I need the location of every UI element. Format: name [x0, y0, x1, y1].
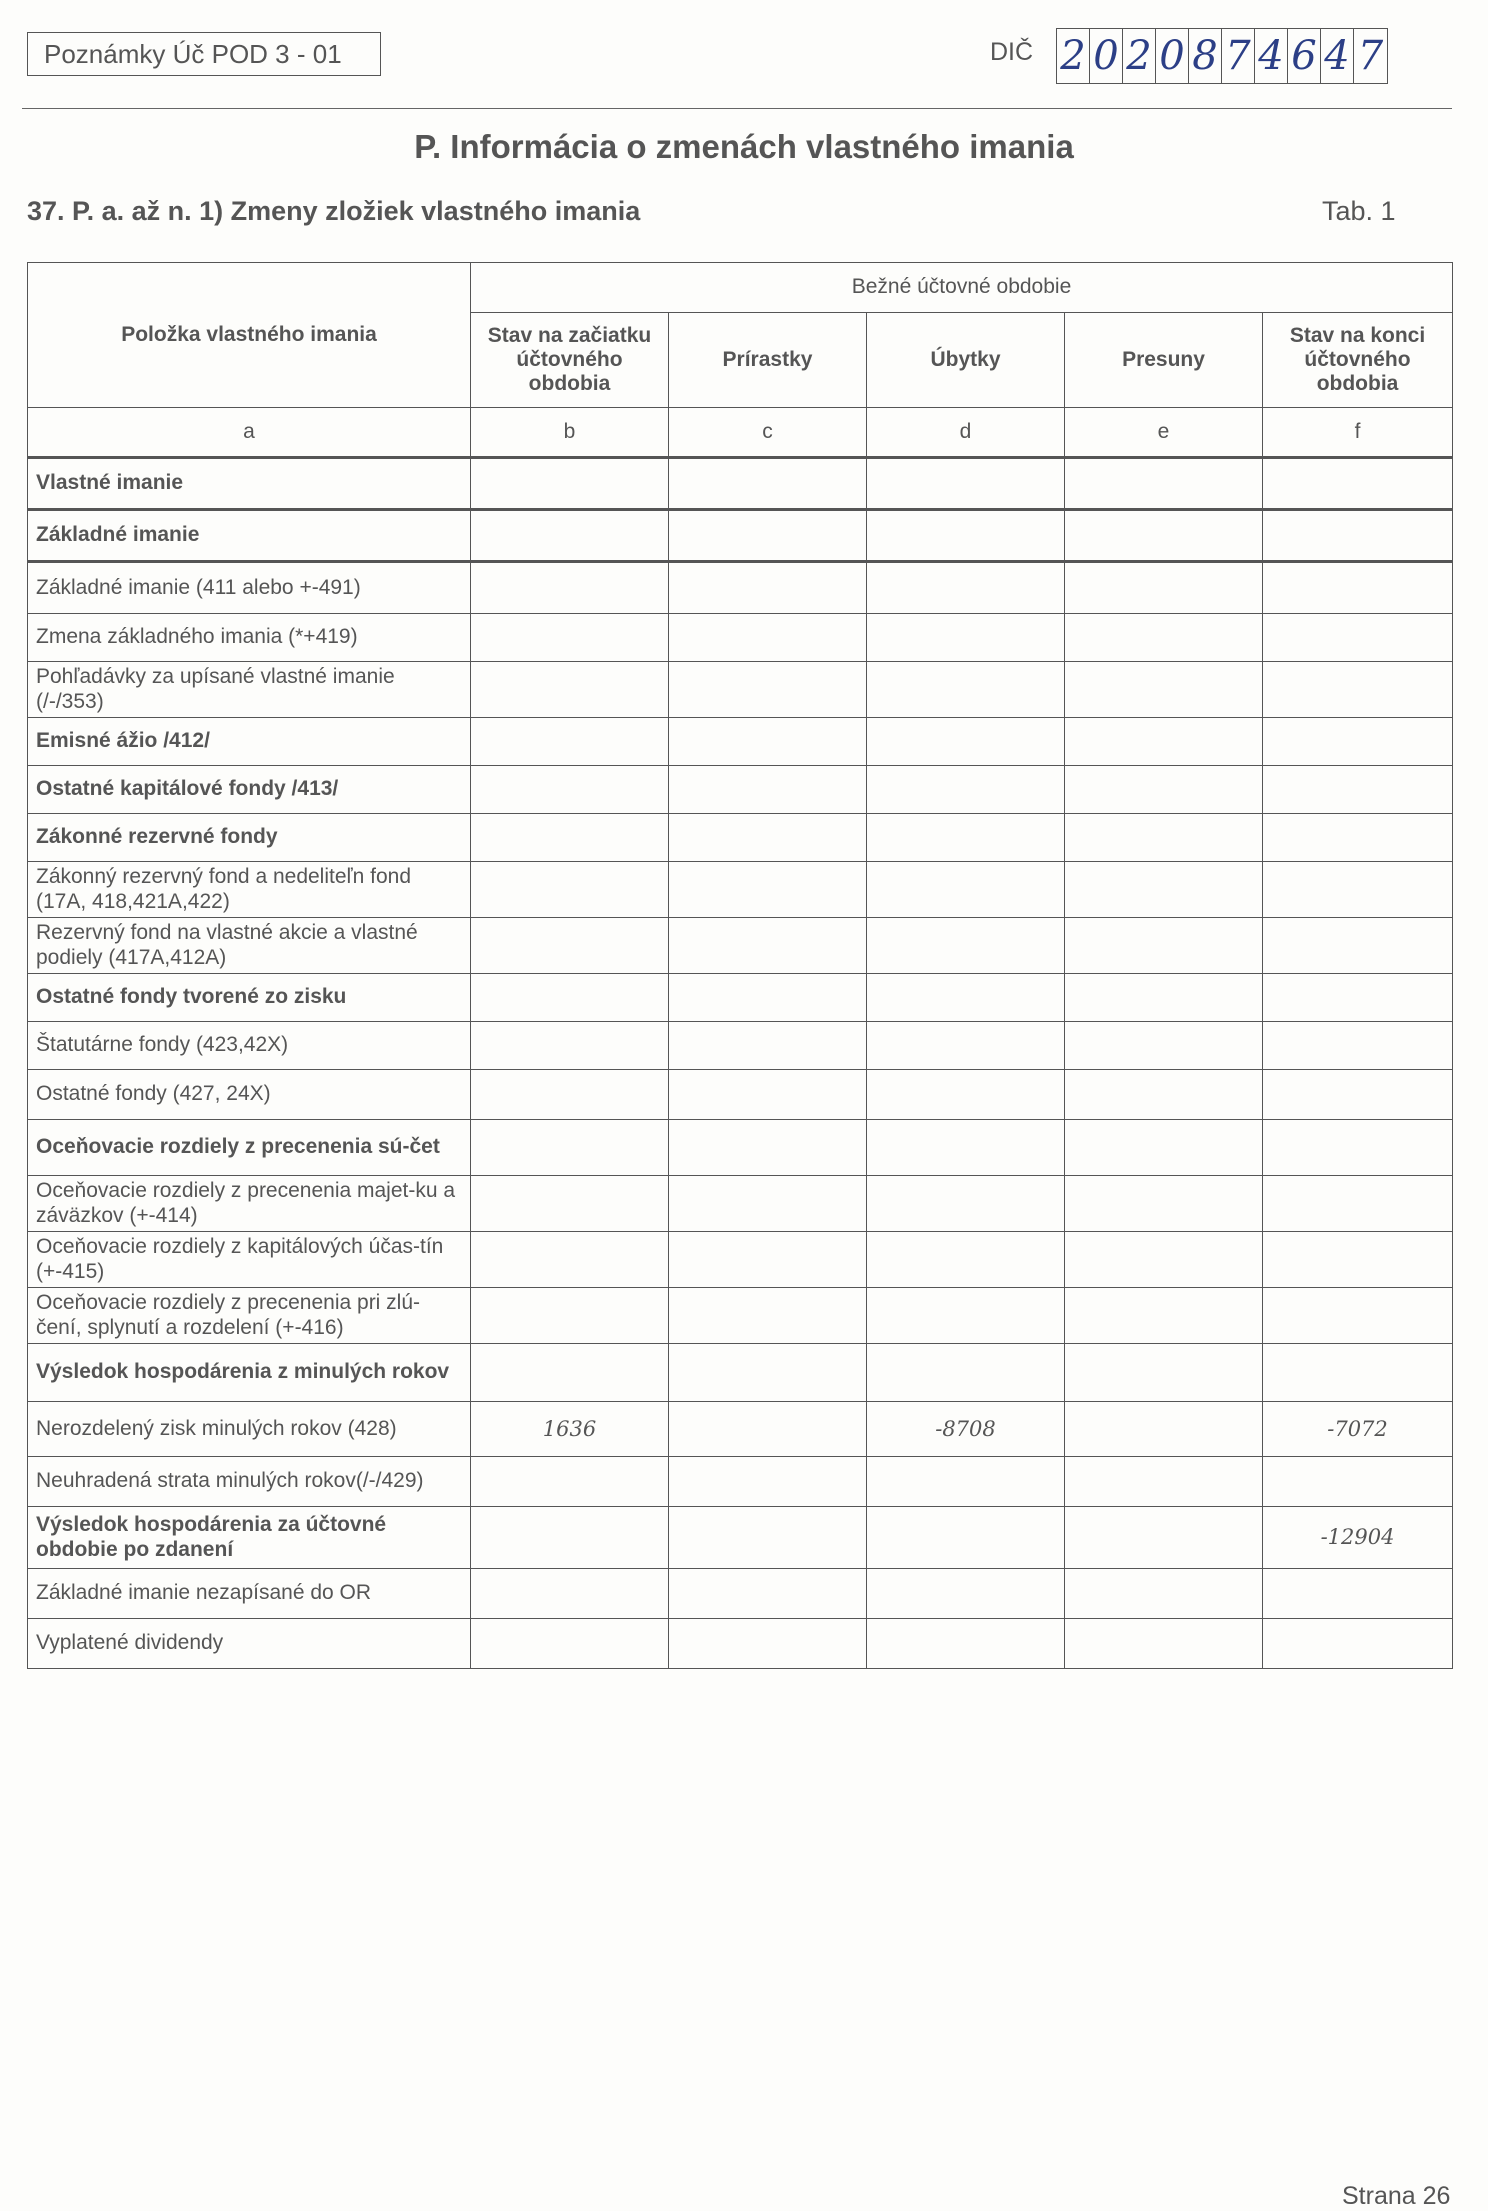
dic-digit[interactable]: 0 [1090, 29, 1123, 83]
cell-e[interactable] [1065, 1070, 1263, 1120]
row-label: Neuhradená strata minulých rokov(/-/429) [28, 1457, 471, 1507]
row-label: Zákonný rezervný fond a nedeliteľn fond (17A, 418,421A,422) [28, 862, 471, 918]
dic-label: DIČ [990, 38, 1034, 66]
dic-digit[interactable]: 0 [1156, 29, 1189, 83]
cell-b[interactable] [471, 1070, 669, 1120]
cell-c[interactable] [669, 562, 867, 614]
cell-f[interactable] [1263, 814, 1453, 862]
row-label: Štatutárne fondy (423,42X) [28, 1022, 471, 1070]
cell-f[interactable] [1263, 1457, 1453, 1507]
cell-c[interactable] [669, 1569, 867, 1619]
table-row [28, 1457, 1453, 1507]
row-label: Zmena základného imania (*+419) [28, 614, 471, 662]
row-label: Základné imanie (411 alebo +-491) [28, 562, 471, 614]
cell-b[interactable] [471, 1619, 669, 1669]
page-title: P. Informácia o zmenách vlastného imania [414, 128, 1074, 165]
cell-f[interactable] [1263, 1176, 1453, 1232]
cell-b[interactable] [471, 1022, 669, 1070]
cell-b[interactable] [471, 1569, 669, 1619]
cell-b[interactable] [471, 1344, 669, 1402]
dic-digit[interactable]: 7 [1357, 33, 1384, 79]
row-label: Základné imanie nezapísané do OR [28, 1569, 471, 1619]
cell-e[interactable] [1065, 1120, 1263, 1176]
row-label: Rezervný fond na vlastné akcie a vlastné podiely (417A,412A) [28, 918, 471, 974]
cell-c[interactable] [669, 1457, 867, 1507]
table-row [28, 1176, 1453, 1232]
letter-d: d [867, 408, 1065, 458]
table-row [28, 1022, 1453, 1070]
cell-f[interactable] [1263, 918, 1453, 974]
cell-d[interactable] [867, 1457, 1065, 1507]
cell-e[interactable] [1065, 1288, 1263, 1344]
cell-c[interactable] [669, 918, 867, 974]
cell-d[interactable] [867, 1070, 1065, 1120]
cell-e[interactable] [1065, 1344, 1263, 1402]
cell-e[interactable] [1065, 1022, 1263, 1070]
table-row [28, 862, 1453, 918]
cell-d[interactable] [867, 1120, 1065, 1176]
form-code-box [27, 32, 381, 76]
form-code: Poznámky Úč POD 3 - 01 [44, 38, 342, 69]
cell-f[interactable] [1263, 662, 1453, 718]
row-label: Oceňovacie rozdiely z precenenia sú-čet [28, 1120, 471, 1176]
cell-d[interactable] [867, 1344, 1065, 1402]
cell-c[interactable] [669, 1232, 867, 1288]
row-label: Výsledok hospodárenia za účtovné obdobie po zdanení [28, 1507, 471, 1569]
row-label: Oceňovacie rozdiely z precenenia pri zlú-čení, splynutí a rozdelení (+-416) [28, 1288, 471, 1344]
cell-e[interactable] [1065, 1619, 1263, 1669]
table-row [28, 918, 1453, 974]
cell-d[interactable] [867, 458, 1065, 510]
cell-f[interactable] [1263, 1288, 1453, 1344]
table-row [28, 1288, 1453, 1344]
section-subtitle: 37. P. a. až n. 1) Zmeny zložiek vlastného imania [27, 196, 641, 226]
table-reference: Tab. 1 [1322, 196, 1396, 226]
cell-e[interactable] [1065, 718, 1263, 766]
cell-e[interactable] [1065, 1176, 1263, 1232]
cell-d[interactable] [867, 718, 1065, 766]
letter-f: f [1263, 408, 1453, 458]
header-divider [22, 108, 1452, 109]
table-row [28, 562, 1453, 614]
dic-digit[interactable]: 8 [1189, 29, 1222, 83]
cell-e[interactable] [1065, 1232, 1263, 1288]
cell-f[interactable] [1263, 974, 1453, 1022]
row-label: Oceňovacie rozdiely z precenenia majet-ku a záväzkov (+-414) [28, 1176, 471, 1232]
cell-d[interactable] [867, 614, 1065, 662]
cell-f[interactable] [1263, 1344, 1453, 1402]
cell-b[interactable] [471, 918, 669, 974]
table-row [28, 1070, 1453, 1120]
table-row [28, 1507, 1453, 1569]
cell-d[interactable] [867, 662, 1065, 718]
cell-e[interactable] [1065, 510, 1263, 562]
cell-b[interactable] [471, 614, 669, 662]
row-label: Ostatné kapitálové fondy /413/ [28, 766, 471, 814]
table-row [28, 458, 1453, 510]
cell-b[interactable] [471, 662, 669, 718]
cell-c[interactable] [669, 614, 867, 662]
cell-d[interactable] [867, 1288, 1065, 1344]
cell-f[interactable] [1263, 1070, 1453, 1120]
letter-c: c [669, 408, 867, 458]
cell-d[interactable] [867, 1232, 1065, 1288]
table-row [28, 1120, 1453, 1176]
cell-b[interactable] [471, 562, 669, 614]
cell-e[interactable] [1065, 1507, 1263, 1569]
cell-d[interactable] [867, 562, 1065, 614]
row-label: Emisné ážio /412/ [28, 718, 471, 766]
cell-e[interactable] [1065, 562, 1263, 614]
table-row [28, 974, 1453, 1022]
cell-c[interactable] [669, 814, 867, 862]
page-number: Strana 26 [1342, 2182, 1451, 2210]
cell-f[interactable] [1263, 1232, 1453, 1288]
row-label: Pohľadávky za upísané vlastné imanie (/-/353) [28, 662, 471, 718]
cell-f[interactable] [1263, 562, 1453, 614]
cell-f[interactable] [1263, 458, 1453, 510]
row-label: Výsledok hospodárenia z minulých rokov [28, 1344, 471, 1402]
row-label: Oceňovacie rozdiely z kapitálových účas-tín (+-415) [28, 1232, 471, 1288]
cell-b[interactable] [471, 510, 669, 562]
table-row [28, 1344, 1453, 1402]
dic-digit[interactable]: 2 [1057, 29, 1090, 83]
cell-b[interactable] [471, 814, 669, 862]
cell-d[interactable] [867, 1619, 1065, 1669]
cell-f[interactable] [1263, 1120, 1453, 1176]
cell-f[interactable] [1263, 862, 1453, 918]
letter-a: a [28, 408, 471, 458]
cell-e[interactable] [1065, 862, 1263, 918]
dic-digit[interactable]: 7 [1222, 29, 1255, 83]
cell-c[interactable] [669, 1344, 867, 1402]
dic-digit[interactable]: 6 [1288, 29, 1321, 83]
cell-e[interactable] [1065, 614, 1263, 662]
cell-b[interactable] [471, 766, 669, 814]
cell-c[interactable] [669, 1022, 867, 1070]
cell-e[interactable] [1065, 766, 1263, 814]
dic-digit[interactable]: 4 [1255, 29, 1288, 83]
cell-b[interactable] [471, 458, 669, 510]
header-col-d: Úbytky [867, 313, 1065, 408]
cell-f[interactable] [1263, 614, 1453, 662]
table-row [28, 1569, 1453, 1619]
cell-f[interactable] [1263, 1569, 1453, 1619]
dic-digit[interactable]: 2 [1123, 29, 1156, 83]
header-period: Bežné účtovné obdobie [471, 263, 1453, 313]
cell-b[interactable] [471, 1176, 669, 1232]
cell-f[interactable] [1263, 1022, 1453, 1070]
cell-b[interactable] [471, 974, 669, 1022]
row-label: Nerozdelený zisk minulých rokov (428) [28, 1402, 471, 1457]
table-row [28, 718, 1453, 766]
cell-b[interactable] [471, 862, 669, 918]
cell-d[interactable] [867, 510, 1065, 562]
row-label: Ostatné fondy tvorené zo zisku [28, 974, 471, 1022]
row-label: Vyplatené dividendy [28, 1619, 471, 1669]
cell-e[interactable] [1065, 662, 1263, 718]
cell-c[interactable] [669, 766, 867, 814]
cell-f[interactable] [1263, 766, 1453, 814]
header-col-e: Presuny [1065, 313, 1263, 408]
table-row [28, 814, 1453, 862]
header-col-b: Stav na začiatku účtovného obdobia [471, 313, 669, 408]
cell-c[interactable] [669, 718, 867, 766]
cell-b[interactable] [471, 1288, 669, 1344]
cell-c[interactable] [669, 1619, 867, 1669]
cell-e[interactable] [1065, 1402, 1263, 1457]
dic-boxes [1056, 28, 1388, 84]
cell-c[interactable] [669, 1288, 867, 1344]
cell-c[interactable] [669, 1402, 867, 1457]
cell-b[interactable] [471, 1232, 669, 1288]
table-row [28, 766, 1453, 814]
cell-d[interactable] [867, 766, 1065, 814]
row-label: Ostatné fondy (427, 24X) [28, 1070, 471, 1120]
cell-b[interactable] [471, 1120, 669, 1176]
cell-d[interactable] [867, 1569, 1065, 1619]
cell-e[interactable] [1065, 814, 1263, 862]
table-row [28, 510, 1453, 562]
cell-c[interactable] [669, 1176, 867, 1232]
cell-e[interactable] [1065, 458, 1263, 510]
cell-c[interactable] [669, 1120, 867, 1176]
row-label: Zákonné rezervné fondy [28, 814, 471, 862]
cell-d[interactable] [867, 918, 1065, 974]
cell-e[interactable] [1065, 1457, 1263, 1507]
cell-d[interactable] [867, 814, 1065, 862]
cell-d[interactable]: -8708 [867, 1402, 1065, 1457]
cell-b[interactable] [471, 1457, 669, 1507]
header-col-f: Stav na konci účtovného obdobia [1263, 313, 1453, 408]
dic-digit[interactable]: 4 [1321, 29, 1354, 83]
cell-f[interactable] [1263, 510, 1453, 562]
cell-c[interactable] [669, 974, 867, 1022]
table-row [28, 614, 1453, 662]
cell-c[interactable] [669, 510, 867, 562]
cell-f[interactable] [1263, 718, 1453, 766]
cell-c[interactable] [669, 458, 867, 510]
letter-e: e [1065, 408, 1263, 458]
header-col-c: Prírastky [669, 313, 867, 408]
cell-c[interactable] [669, 1507, 867, 1569]
cell-e[interactable] [1065, 974, 1263, 1022]
cell-d[interactable] [867, 1022, 1065, 1070]
table-row [28, 1232, 1453, 1288]
letter-b: b [471, 408, 669, 458]
cell-d[interactable] [867, 1176, 1065, 1232]
table-row [28, 1619, 1453, 1669]
cell-e[interactable] [1065, 918, 1263, 974]
row-label: Vlastné imanie [28, 458, 471, 510]
cell-e[interactable] [1065, 1569, 1263, 1619]
cell-d[interactable] [867, 974, 1065, 1022]
cell-f[interactable] [1263, 1619, 1453, 1669]
row-label: Základné imanie [28, 510, 471, 562]
header-item: Položka vlastného imania [28, 263, 471, 408]
cell-b[interactable]: 1636 [471, 1402, 669, 1457]
equity-changes-table [27, 262, 1453, 1669]
cell-b[interactable] [471, 1507, 669, 1569]
cell-d[interactable] [867, 1507, 1065, 1569]
cell-f[interactable]: -7072 [1263, 1402, 1453, 1457]
cell-c[interactable] [669, 1070, 867, 1120]
table-row [28, 1402, 1453, 1457]
cell-f[interactable]: -12904 [1263, 1507, 1453, 1569]
table-row [28, 662, 1453, 718]
cell-b[interactable] [471, 718, 669, 766]
cell-c[interactable] [669, 662, 867, 718]
cell-c[interactable] [669, 862, 867, 918]
cell-d[interactable] [867, 862, 1065, 918]
